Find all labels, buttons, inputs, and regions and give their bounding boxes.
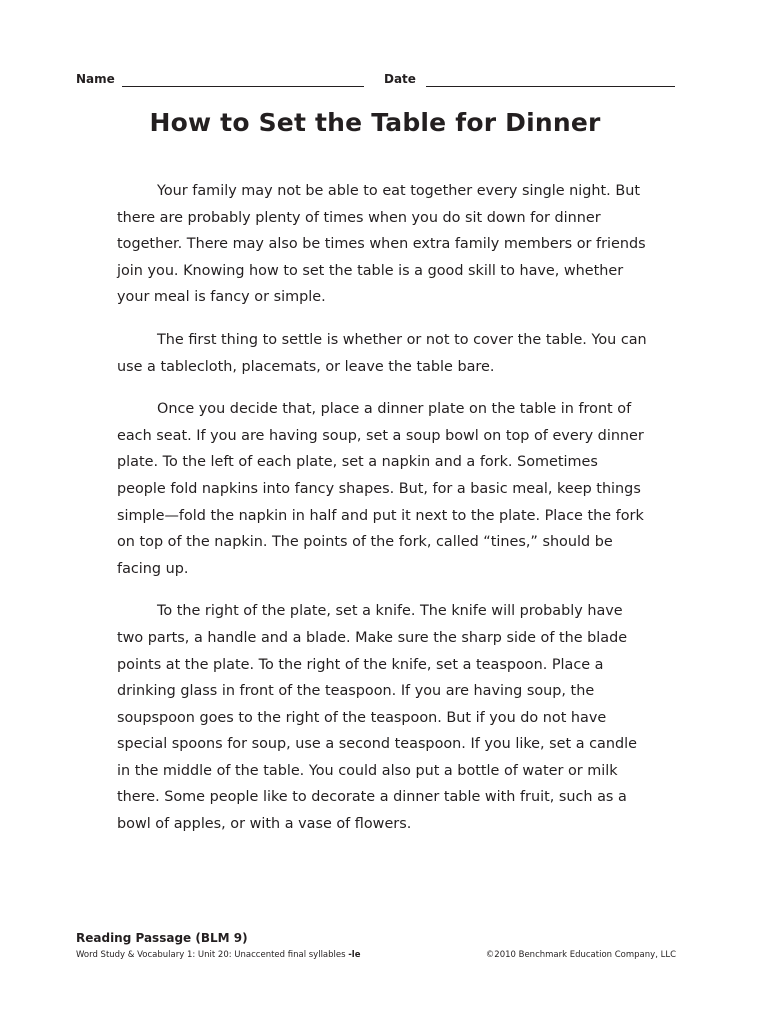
name-date-header xyxy=(76,72,676,92)
passage-title: How to Set the Table for Dinner xyxy=(149,108,601,137)
footer-subtitle: Word Study & Vocabulary 1: Unit 20: Unaccented final syllables xyxy=(76,950,346,960)
date-line xyxy=(426,86,675,87)
paragraph-3: Once you decide that, place a dinner plate on the table in front of each seat. If you are having soup, set a soup bowl on top of every dinner plate. To the left of each plate, set a napkin and a fork. Sometimes people fold napkins into fancy shapes. But, for a basic meal, keep things simple—fold the napkin in half and put it next to the plate. Place the fork on top of the napkin. The points of the fork, called “tines,” should be facing up. xyxy=(117,401,644,577)
copyright: ©2010 Benchmark Education Company, LLC xyxy=(485,950,676,960)
paragraph-4: To the right of the plate, set a knife. The knife will probably have two parts, a handle and a blade. Make sure the sharp side of the blade points at the plate. To the right of the knife, set a teaspoon. Place a drinking glass in front of the teaspoon. If you are having soup, the soupspoon goes to the right of the teaspoon. But if you do not have special spoons for soup, use a second teaspoon. If you like, set a candle in the middle of the table. You could also put a bottle of water or milk there. Some people like to decorate a dinner table with fruit, such as a bowl of apples, or with a vase of flowers. xyxy=(117,603,637,833)
footer-subtitle-suffix: -le xyxy=(348,950,361,960)
date-label: Date xyxy=(384,72,416,86)
footer-title: Reading Passage (BLM 9) xyxy=(76,931,248,945)
footer-subtitle-row xyxy=(76,950,676,960)
name-line xyxy=(122,86,364,87)
passage-body xyxy=(117,178,647,854)
paragraph-1: Your family may not be able to eat together every single night. But there are probably plenty of times when you do sit down for dinner together. There may also be times when extra family members or friends join you. Knowing how to set the table is a good skill to have, whether your meal is fancy or simple. xyxy=(117,183,646,306)
name-label: Name xyxy=(76,72,115,86)
paragraph-2: The first thing to settle is whether or not to cover the table. You can use a tablecloth, placemats, or leave the table bare. xyxy=(117,331,647,375)
